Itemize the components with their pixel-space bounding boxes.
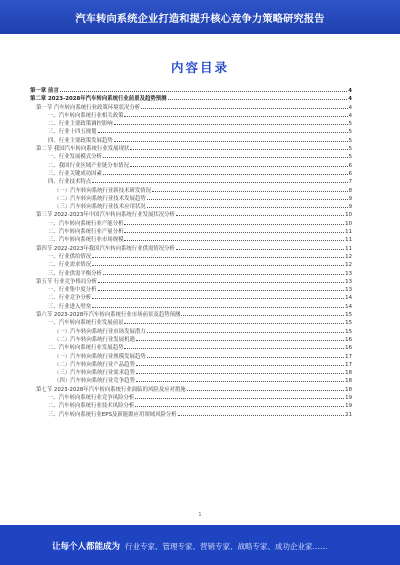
toc-entry-page: 9 — [348, 204, 352, 211]
toc-entry-title: 二、行业需求情况 — [48, 262, 92, 269]
toc-leader-dots — [98, 277, 344, 283]
toc-leader-dots — [147, 194, 348, 200]
toc-entry[interactable] — [30, 219, 352, 227]
toc-entry[interactable] — [30, 352, 352, 360]
toc-entry[interactable] — [30, 269, 352, 277]
toc-entry-page: 14 — [345, 295, 352, 302]
toc-entry-page: 17 — [345, 353, 352, 360]
toc-leader-dots — [130, 161, 348, 167]
toc-entry-page: 11 — [345, 229, 352, 236]
toc-entry-page: 13 — [345, 270, 352, 277]
toc-entry-page: 5 — [348, 154, 352, 161]
toc-entry-page: 4 — [348, 96, 352, 103]
toc-entry-page: 17 — [345, 361, 352, 368]
toc-entry-title: 四、行业技术特点 — [48, 179, 92, 186]
toc-entry[interactable] — [30, 393, 352, 401]
toc-entry[interactable] — [30, 177, 352, 185]
toc-entry-page: 14 — [345, 303, 352, 310]
toc-entry-title: （四）汽车转向系统行业竞争趋势 — [54, 378, 135, 385]
toc-entry-title: 二、汽车转向系统行业产量分析 — [48, 229, 124, 236]
toc-entry[interactable] — [30, 401, 352, 409]
toc-entry-page: 12 — [345, 262, 352, 269]
toc-entry-page: 7 — [348, 179, 352, 186]
toc-entry-page: 4 — [348, 112, 352, 119]
toc-entry[interactable] — [30, 111, 352, 119]
toc-leader-dots — [187, 385, 344, 391]
toc-entry-title: （一）汽车转向系统行业规模发展趋势 — [54, 353, 146, 360]
toc-leader-dots — [124, 235, 344, 241]
toc-entry[interactable] — [30, 285, 352, 293]
toc-entry-title: 三、汽车转向系统行业市场规模 — [48, 237, 124, 244]
toc-leader-dots — [124, 111, 347, 117]
toc-entry-title: 第一节 汽车转向系统行业政策环境状况分析 — [36, 104, 141, 111]
toc-leader-dots — [103, 269, 344, 275]
toc-entry[interactable] — [30, 327, 352, 335]
toc-entry-page: 18 — [345, 378, 352, 385]
toc-entry[interactable] — [30, 94, 352, 102]
toc-entry-page: 5 — [348, 137, 352, 144]
toc-entry[interactable] — [30, 293, 352, 301]
toc-leader-dots — [124, 219, 344, 225]
toc-leader-dots — [114, 119, 348, 125]
toc-entry[interactable] — [30, 385, 352, 393]
toc-entry-title: （一）汽车转向系统行业市场发展潜力 — [54, 328, 146, 335]
toc-entry-title: 第三节 2022-2023年中国汽车转向系统行业发展状况分析 — [36, 212, 175, 219]
toc-entry-title: 一、行业供给情况 — [48, 253, 92, 260]
toc-leader-dots — [92, 260, 344, 266]
toc-entry-page: 10 — [345, 212, 352, 219]
toc-leader-dots — [136, 335, 344, 341]
toc-entry[interactable] — [30, 310, 352, 318]
toc-entry-page: 13 — [345, 287, 352, 294]
toc-leader-dots — [98, 285, 345, 291]
toc-leader-dots — [130, 144, 347, 150]
toc-entry-title: 三、行业进入壁垒 — [48, 303, 92, 310]
toc-leader-dots — [147, 352, 344, 358]
toc-entry-page: 9 — [348, 195, 352, 202]
toc-leader-dots — [103, 152, 348, 158]
toc-entry-page: 5 — [348, 121, 352, 128]
toc-entry[interactable] — [30, 86, 352, 94]
toc-leader-dots — [124, 318, 344, 324]
toc-entry-page: 4 — [348, 88, 352, 94]
toc-leader-dots — [92, 293, 344, 299]
toc-entry-title: 二、我国行业区域产业链分布情况 — [48, 162, 129, 169]
toc-entry-title: 第二节 我国汽车转向系统行业发展现状 — [36, 146, 130, 153]
toc-leader-dots — [178, 410, 344, 416]
toc-entry[interactable] — [30, 127, 352, 135]
toc-entry[interactable] — [30, 376, 352, 384]
toc-entry-title: （二）汽车转向系统行业发展机遇 — [54, 336, 135, 343]
toc-entry-title: （三）汽车转向系统行业需求趋势 — [54, 370, 135, 377]
toc-entry[interactable] — [30, 277, 352, 285]
toc-entry-title: （三）汽车转向系统行业技术应用状况 — [54, 204, 146, 211]
toc-entry[interactable] — [30, 210, 352, 218]
toc-entry-title: 二、汽车转向系统行业技术风险分析 — [48, 403, 135, 410]
toc-entry[interactable] — [30, 169, 352, 177]
toc-leader-dots — [136, 368, 344, 374]
toc-heading: 内容目录 — [170, 60, 229, 75]
toc-entry-title: 一、汽车转向系统行业竞争风险分析 — [48, 394, 135, 401]
toc-entry-page: 4 — [348, 104, 352, 111]
toc-entry[interactable] — [30, 202, 352, 210]
toc-entry-title: 第四节 2022-2023年我国汽车转向系统行业供需情况分析 — [36, 245, 175, 252]
toc-leader-dots — [168, 94, 348, 100]
toc-entry-page: 21 — [345, 411, 352, 418]
toc-entry-title: 三、行业供需平衡分析 — [48, 270, 102, 277]
toc-leader-dots — [60, 86, 347, 92]
toc-entry-title: 三、行业十四五规划 — [48, 129, 97, 136]
toc-entry-page: 5 — [348, 129, 352, 136]
toc-entry-title: 二、行业主要政策调控影响 — [48, 121, 113, 128]
page-number: 1 — [198, 512, 202, 518]
toc-entry-title: 一、行业集中度分析 — [48, 287, 97, 294]
toc-entry-page: 6 — [348, 162, 352, 169]
toc-leader-dots — [98, 127, 348, 133]
toc-leader-dots — [141, 103, 347, 109]
toc-entry-title: 一、汽车转向系统行业产能分析 — [48, 220, 124, 227]
toc-entry-title: 一、汽车转向系统行业发展前景 — [48, 320, 124, 327]
footer-slogan: 让每个人都能成为 — [52, 542, 121, 552]
toc-entry[interactable] — [30, 152, 352, 160]
toc-entry[interactable] — [30, 144, 352, 152]
toc-entry-title: 第五节 行业竞争格局分析 — [36, 278, 98, 285]
toc-entry-page: 12 — [345, 253, 352, 260]
toc-entry[interactable] — [30, 260, 352, 268]
toc-leader-dots — [181, 310, 344, 316]
toc-leader-dots — [124, 227, 344, 233]
toc-leader-dots — [124, 343, 344, 349]
toc-entry-title: 一、汽车转向系统行业相关政策 — [48, 112, 124, 119]
toc-leader-dots — [136, 360, 344, 366]
toc-entry[interactable] — [30, 186, 352, 194]
toc-entry-page: 19 — [345, 403, 352, 410]
toc-entry-title: （一）汽车转向系统行业新技术研发情况 — [54, 187, 152, 194]
toc-entry-page: 15 — [345, 312, 352, 319]
toc-leader-dots — [176, 210, 344, 216]
table-of-contents — [30, 86, 352, 418]
toc-entry-title: （二）汽车转向系统行业技术发展趋势 — [54, 195, 146, 202]
toc-leader-dots — [92, 302, 344, 308]
toc-leader-dots — [176, 244, 344, 250]
toc-leader-dots — [147, 202, 348, 208]
toc-leader-dots — [114, 136, 348, 142]
toc-entry[interactable] — [30, 103, 352, 111]
toc-entry[interactable] — [30, 161, 352, 169]
toc-entry[interactable] — [30, 194, 352, 202]
toc-entry[interactable] — [30, 235, 352, 243]
toc-entry-title: （二）汽车转向系统行业产品趋势 — [54, 361, 135, 368]
toc-entry-page: 11 — [345, 237, 352, 244]
toc-entry-title: 四、行业主要政策发展趋势 — [48, 137, 113, 144]
toc-entry-title: 一、行业发展模式分析 — [48, 154, 102, 161]
toc-entry-title: 二、汽车转向系统行业发展趋势 — [48, 345, 124, 352]
toc-leader-dots — [103, 169, 348, 175]
toc-entry-page: 16 — [345, 345, 352, 352]
toc-entry[interactable] — [30, 335, 352, 343]
toc-entry[interactable] — [30, 227, 352, 235]
toc-entry-page: 18 — [345, 386, 352, 393]
toc-leader-dots — [152, 186, 348, 192]
toc-entry[interactable] — [30, 252, 352, 260]
toc-entry-page: 19 — [345, 394, 352, 401]
report-title: 汽车转向系统企业打造和提升核心竞争力策略研究报告 — [75, 13, 325, 25]
toc-entry-page: 16 — [345, 336, 352, 343]
toc-entry-title: 第六节 2023-2028年汽车转向系统行业市场前景及趋势预测 — [36, 312, 181, 319]
toc-entry-title: 三、汽车转向系统行业EPS及新能源应用领域风险分析 — [48, 411, 177, 418]
toc-entry-page: 15 — [345, 320, 352, 327]
toc-entry[interactable] — [30, 119, 352, 127]
toc-entry-title: 第七节 2023-2028年汽车转向系统行业面临的风险及应对措施 — [36, 386, 186, 393]
toc-entry-page: 10 — [345, 220, 352, 227]
toc-entry[interactable] — [30, 302, 352, 310]
toc-entry-page: 6 — [348, 170, 352, 177]
toc-entry-page: 15 — [345, 328, 352, 335]
toc-entry-page: 8 — [348, 187, 352, 194]
toc-entry-page: 5 — [348, 146, 352, 153]
footer-tagline: 行业专家、管理专家、营销专家、战略专家、成功企业家…… — [125, 542, 328, 551]
toc-entry[interactable] — [30, 360, 352, 368]
toc-leader-dots — [92, 252, 344, 258]
toc-leader-dots — [136, 376, 344, 382]
toc-entry-page: 11 — [345, 245, 352, 252]
toc-entry-title: 第一章 前言 — [30, 88, 59, 94]
toc-entry-title: 第二章 2023-2028年汽车转向系统行业前景及趋势预测 — [30, 96, 167, 103]
toc-entry-page: 13 — [345, 278, 352, 285]
toc-leader-dots — [135, 401, 344, 407]
report-header — [0, 0, 400, 34]
toc-entry[interactable] — [30, 244, 352, 252]
toc-entry-title: 二、行业竞争分析 — [48, 295, 92, 302]
toc-entry[interactable] — [30, 136, 352, 144]
toc-entry-page: 18 — [345, 370, 352, 377]
toc-entry[interactable] — [30, 343, 352, 351]
toc-entry[interactable] — [30, 318, 352, 326]
footer-banner — [0, 525, 400, 565]
toc-leader-dots — [92, 177, 347, 183]
toc-leader-dots — [135, 393, 344, 399]
toc-entry-title: 三、行业关键成功因素 — [48, 170, 102, 177]
toc-entry[interactable] — [30, 410, 352, 418]
toc-entry[interactable] — [30, 368, 352, 376]
toc-leader-dots — [147, 327, 344, 333]
